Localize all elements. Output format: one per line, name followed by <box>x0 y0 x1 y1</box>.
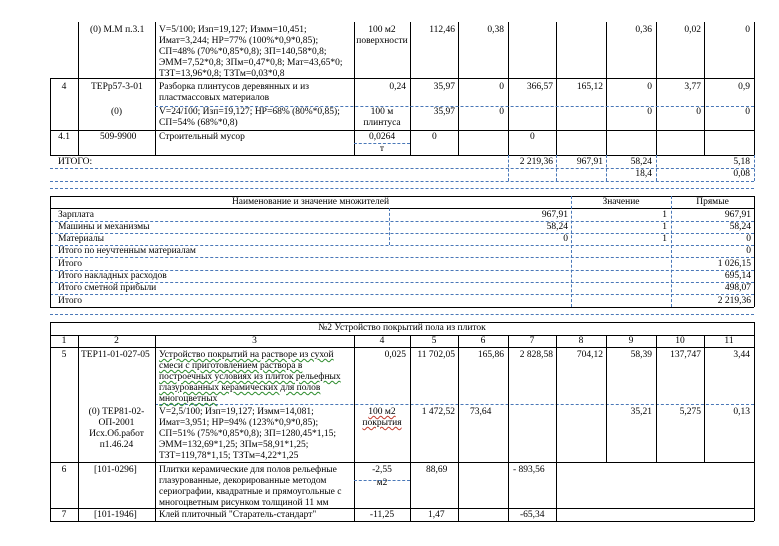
row-c10: 0,02 <box>684 25 701 35</box>
col-number: 9 <box>628 336 634 346</box>
row-desc: V=2,5/100; Изп=19,127; Измм=14,081; Имат=3,951; НР=94% (123%*0,9*0,85); СП=51% (75%*0,85*0,8); ЗП=1280,45*1,15; ЭММ=132,69*1,25; ЗПм=58,91*1,25; ТЗТ=119,78*1,15; ТЗТм=4,22*1,25 <box>159 407 336 461</box>
row-c5: 1 472,52 <box>421 407 455 417</box>
col-number: 11 <box>724 336 734 346</box>
section-title: №2 Устройство покрытий пола из плиток <box>318 323 486 333</box>
row-num: 4.1 <box>58 132 70 142</box>
col-number: 3 <box>252 336 257 346</box>
row-num: 6 <box>61 465 67 475</box>
row-c9: 0,36 <box>635 25 652 35</box>
row-code: (0) <box>110 107 123 117</box>
mult-v1: 967,91 <box>541 210 568 220</box>
row-c10: 5,275 <box>679 407 701 417</box>
itogo-c8: 967,91 <box>576 157 603 167</box>
row-c8: 165,12 <box>576 82 603 92</box>
mult-label: Зарплата <box>58 210 95 220</box>
row-c7: -65,34 <box>520 510 545 520</box>
mult-total-label: Итого сметной прибыли <box>58 283 157 293</box>
row-qty: 0,025 <box>384 350 406 360</box>
row-c8: 704,12 <box>576 350 603 360</box>
mult-v2: 1 <box>662 222 667 232</box>
row-c5: 11 702,05 <box>417 350 455 360</box>
row-c6: 0,38 <box>487 25 504 35</box>
row-c5: 35,97 <box>433 82 455 92</box>
col-number: 6 <box>480 336 486 346</box>
row-c5: 88,69 <box>426 465 448 475</box>
row-c5: 112,46 <box>429 25 455 35</box>
row-c11: 3,44 <box>733 350 750 360</box>
row-c9: 35,21 <box>630 407 652 417</box>
row-unit: 100 м2 поверхности <box>356 25 408 46</box>
row-c6: 165,86 <box>477 350 504 360</box>
multipliers-col-direct: Прямые <box>696 197 729 207</box>
mult-total-value: 1 026,15 <box>717 259 751 269</box>
row-c5: 0 <box>432 132 437 142</box>
mult-v1: 58,24 <box>546 222 568 232</box>
row-c11: 0 <box>745 25 750 35</box>
row-code: 509-9900 <box>100 132 137 142</box>
row-desc: V=24/100; Изп=19,127; НР=68% (80%*0,85); СП=54% (68%*0,8) <box>159 107 340 128</box>
itogo-c9: 58,24 <box>630 157 652 167</box>
mult-label: Машины и механизмы <box>58 222 150 232</box>
mult-total-value: 0 <box>746 246 751 256</box>
row-c6: 0 <box>499 107 504 117</box>
row-code: ТЕРр57-3-01 <box>91 82 143 92</box>
itogo-c7: 2 219,36 <box>519 157 553 167</box>
row-unit2: м2 <box>376 478 388 488</box>
col-number: 7 <box>529 336 535 346</box>
itogo-c11: 5,18 <box>733 157 750 167</box>
row-c7: 2 828,58 <box>519 350 553 360</box>
row-desc: V=5/100; Изп=19,127; Измм=10,451; Имат=3,244; НР=77% (100%*0,9*0,85); СП=48% (70%*0,85*0,8); ЗП=140,58*0,8; ЭММ=7,52*0,8; ЗПм=0,47*0,8; Мат=43,65*0; ТЗТ=13,96*0,8; ТЗТм=0,03*0,8 <box>159 25 343 79</box>
row-c7: - 893,56 <box>513 465 545 475</box>
row-unit: 100 м плинтуса <box>363 107 401 128</box>
col-number: 2 <box>114 336 119 346</box>
row-num: 5 <box>61 350 67 360</box>
row-unit: 100 м2 покрытия <box>362 407 402 428</box>
mult-v2: 1 <box>662 210 667 220</box>
mult-total-label: Итого <box>58 296 83 306</box>
row-c5: 35,97 <box>433 107 455 117</box>
row-desc: Строительный мусор <box>159 132 245 142</box>
row-desc: Клей плиточный "Старатель-стандарт" <box>159 510 317 520</box>
row-num: 4 <box>61 82 67 92</box>
mult-label: Материалы <box>58 234 105 244</box>
col-number: 8 <box>578 336 584 346</box>
mult-v2: 1 <box>662 234 667 244</box>
row-c5: 1,47 <box>428 510 445 520</box>
row-code: ТЕР11-01-027-05 <box>81 350 150 360</box>
multipliers-col-value: Значение <box>602 197 640 207</box>
row-code: (0) М.М п.3.1 <box>90 25 145 35</box>
row-c7: 366,57 <box>526 82 553 92</box>
itogo-c9b: 18,4 <box>635 169 652 179</box>
row-code: (0) ТЕР81-02-ОП-2001 Исх.Об.работ п1.46.24 <box>88 407 145 450</box>
mult-total-label: Итого накладных расходов <box>58 271 167 281</box>
col-number: 4 <box>379 336 385 346</box>
row-num: 7 <box>61 510 67 520</box>
row-unit: -2,55 <box>372 465 392 475</box>
mult-v1: 0 <box>563 234 568 244</box>
col-number: 1 <box>61 336 67 346</box>
row-unit: -11,25 <box>369 510 395 520</box>
row-unit: 0,0264 <box>368 132 396 142</box>
multipliers-header: Наименование и значение множителей <box>231 197 390 207</box>
row-c9: 58,39 <box>630 350 652 360</box>
mult-v3: 0 <box>746 234 751 244</box>
col-number: 5 <box>431 336 437 346</box>
mult-total-label: Итого <box>58 259 83 269</box>
row-c9: 0 <box>647 107 652 117</box>
itogo-label: ИТОГО: <box>58 157 93 167</box>
row-code: [101-1946] <box>94 510 137 520</box>
mult-total-label: Итого по неучтенным материалам <box>58 246 196 256</box>
row-desc: Плитки керамические для полов рельефные глазурованные, декорированные методом сериографии, квадратные и прямоугольные с многоцветным рисунком толщиной 11 мм <box>159 465 342 508</box>
row-c10: 3,77 <box>684 82 701 92</box>
mult-total-value: 498,07 <box>724 283 751 293</box>
mult-v3: 967,91 <box>724 210 751 220</box>
row-unit2: т <box>379 144 385 154</box>
row-desc: Устройство покрытий на растворе из сухой смеси с приготовлением раствора в построечных условиях из плиток рельефных глазурованных керамических для полов многоцветных <box>159 350 341 404</box>
row-c11: 0 <box>745 107 750 117</box>
row-c6: 73,64 <box>470 407 492 417</box>
row-c10: 137,747 <box>670 350 701 360</box>
row-c11: 0,13 <box>733 407 750 417</box>
mult-total-value: 2 219,36 <box>717 296 751 306</box>
mult-total-value: 695,14 <box>724 271 751 281</box>
row-desc: Разборка плинтусов деревянных и из пластмассовых материалов <box>159 82 309 103</box>
col-number: 10 <box>675 336 685 346</box>
mult-v3: 58,24 <box>729 222 751 232</box>
row-c7: 0 <box>530 132 535 142</box>
row-c10: 0 <box>696 107 701 117</box>
row-c11: 0,9 <box>738 82 750 92</box>
row-c9: 0 <box>647 82 652 92</box>
row-qty: 0,24 <box>389 82 406 92</box>
itogo-c11b: 0,08 <box>733 169 750 179</box>
row-c6: 0 <box>499 82 504 92</box>
row-code: [101-0296] <box>94 465 137 475</box>
